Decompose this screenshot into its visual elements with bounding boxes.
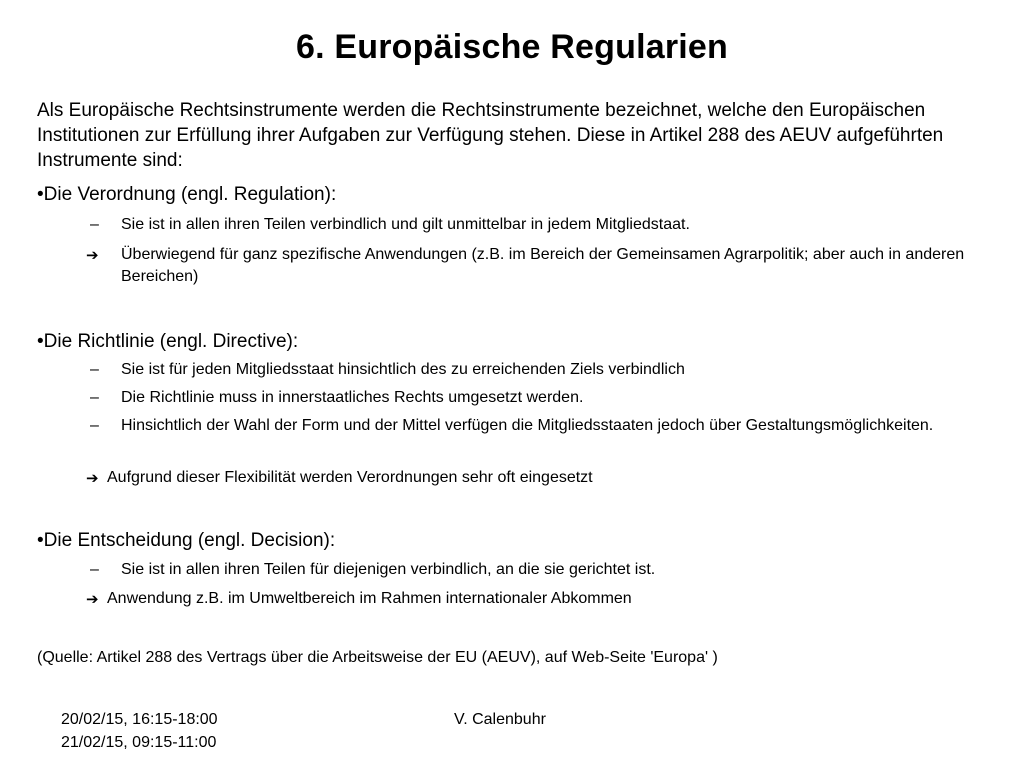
- list-item: [90, 214, 980, 236]
- arrow-note: [86, 588, 986, 610]
- dash-marker: –: [90, 561, 99, 578]
- source-citation: (Quelle: Artikel 288 des Vertrags über die Arbeitsweise der EU (AEUV), auf Web-Seite 'Europa' ): [37, 649, 718, 666]
- arrow-note: [86, 467, 986, 489]
- list-item: [90, 415, 980, 437]
- arrow-right-icon: ➔: [86, 246, 99, 264]
- arrow-right-icon: ➔: [86, 469, 99, 487]
- arrow-note-text: Aufgrund dieser Flexibilität werden Verordnungen sehr oft eingesetzt: [107, 469, 593, 486]
- footer-author: V. Calenbuhr: [454, 711, 546, 728]
- arrow-note-text: Anwendung z.B. im Umweltbereich im Rahmen internationaler Abkommen: [107, 590, 632, 607]
- dash-marker: –: [90, 361, 99, 378]
- list-item-text: Hinsichtlich der Wahl der Form und der Mittel verfügen die Mitgliedsstaaten jedoch über Gestaltungsmöglichkeiten.: [121, 417, 934, 434]
- list-item-text: Die Richtlinie muss in innerstaatliches Rechts umgesetzt werden.: [121, 389, 584, 406]
- slide-title: 6. Europäische Regularien: [295, 28, 729, 66]
- list-item: [90, 359, 980, 381]
- list-item-text: Sie ist in allen ihren Teilen verbindlich und gilt unmittelbar in jedem Mitgliedstaat.: [121, 216, 690, 233]
- dash-marker: –: [90, 417, 99, 434]
- footer-dates: [61, 708, 218, 754]
- arrow-note: [86, 244, 986, 288]
- footer-date-line: 21/02/15, 09:15-11:00: [61, 734, 217, 751]
- arrow-right-icon: ➔: [86, 590, 99, 608]
- section-heading-verordnung: •Die Verordnung (engl. Regulation):: [37, 184, 337, 205]
- list-item-text: Sie ist in allen ihren Teilen für diejenigen verbindlich, an die sie gerichtet ist.: [121, 561, 656, 578]
- intro-paragraph: Als Europäische Rechtsinstrumente werden die Rechtsinstrumente bezeichnet, welche den Europäischen Institutionen zur Erfüllung ihrer Aufgaben zur Verfügung stehen. Diese in Artikel 288 des AEUV aufgeführten Instrumente sind:: [37, 100, 944, 171]
- list-item: [90, 559, 980, 581]
- dash-marker: –: [90, 389, 99, 406]
- arrow-note-text: Überwiegend für ganz spezifische Anwendungen (z.B. im Bereich der Gemeinsamen Agrarpolitik; aber auch in anderen Bereichen): [121, 246, 965, 285]
- dash-marker: –: [90, 216, 99, 233]
- footer-date-line: 20/02/15, 16:15-18:00: [61, 711, 218, 728]
- section-heading-entscheidung: •Die Entscheidung (engl. Decision):: [37, 530, 336, 551]
- list-item-text: Sie ist für jeden Mitgliedsstaat hinsichtlich des zu erreichenden Ziels verbindlich: [121, 361, 685, 378]
- section-heading-richtlinie: •Die Richtlinie (engl. Directive):: [37, 331, 299, 352]
- list-item: [90, 387, 980, 409]
